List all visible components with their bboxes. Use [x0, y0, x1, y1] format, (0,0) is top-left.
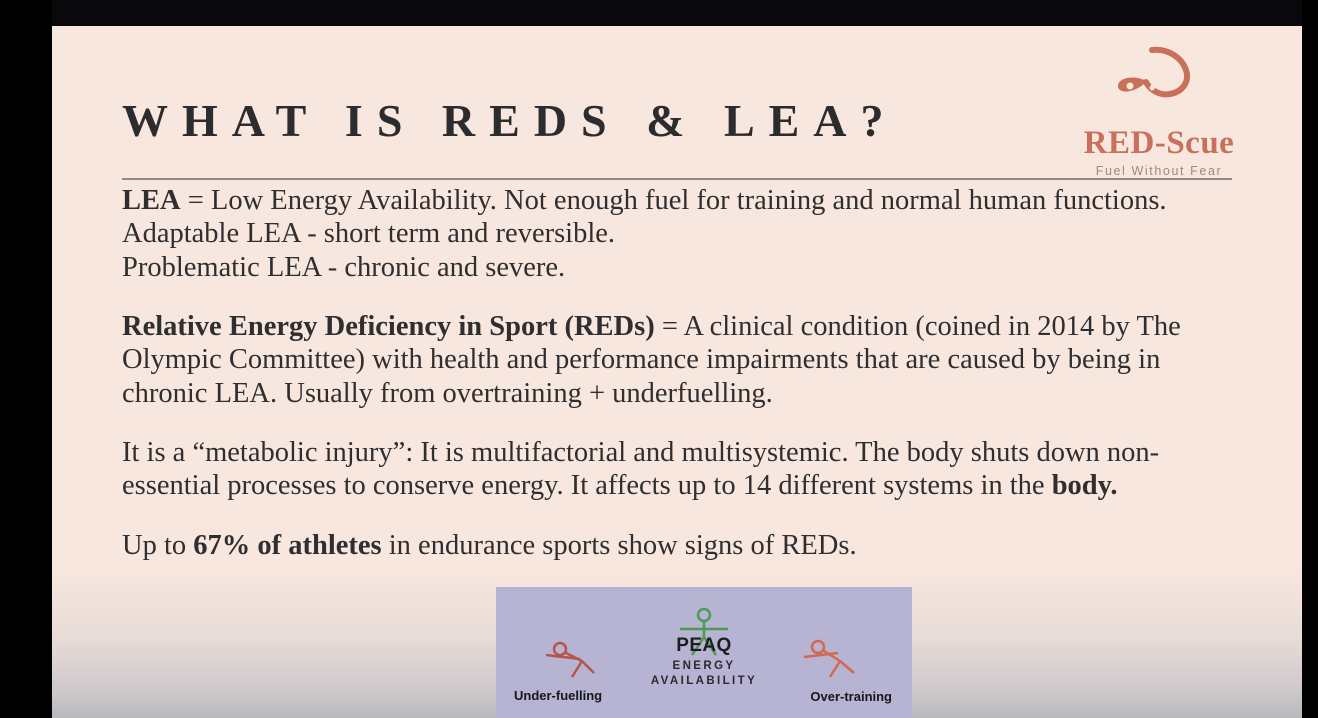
text-line: It is a “metabolic injury”: It is multifactorial and multisystemic. The body shuts down non- — [122, 437, 1160, 469]
text-line: Olympic Committee) with health and performance impairments that are caused by being in — [122, 344, 1161, 376]
slide-body — [122, 184, 1242, 562]
text-line — [122, 529, 1242, 562]
letterbox-top — [0, 0, 1318, 26]
text-line — [122, 469, 1242, 502]
reds-term: Relative Energy Deficiency in Sport (REDs) — [122, 311, 655, 343]
page-title: WHAT IS REDS & LEA? — [122, 95, 898, 146]
peaq-title: PEAQ — [676, 635, 732, 656]
paragraph-statistic — [122, 529, 1242, 562]
text-line: Problematic LEA - chronic and severe. — [122, 251, 566, 283]
presentation-slide — [52, 26, 1302, 718]
peaq-left-label: Under-fuelling — [514, 688, 603, 703]
lea-term: LEA — [122, 185, 181, 216]
paragraph-lea — [122, 184, 1242, 284]
stat-suffix: in endurance sports show signs of REDs. — [381, 529, 857, 561]
stat-prefix: Up to — [122, 529, 194, 561]
peaq-text-block — [496, 599, 912, 687]
peaq-right-label: Over-training — [810, 689, 892, 704]
text-run: essential processes to conserve energy. It affects up to 14 different systems in the — [122, 470, 1052, 502]
body-emphasis: body. — [1051, 470, 1118, 502]
text-line: chronic LEA. Usually from overtraining + underfuelling. — [122, 377, 773, 409]
red-scue-mark-icon — [1054, 42, 1264, 124]
peaq-figure — [496, 587, 912, 718]
logo-wordmark: RED-Scue — [1083, 125, 1235, 161]
reds-definition: = A clinical condition (coined in 2014 by The — [654, 311, 1181, 343]
stat-value: 67% of athletes — [193, 529, 382, 561]
letterbox-right — [1302, 0, 1318, 718]
peaq-subtitle-line-1: ENERGY — [672, 660, 736, 672]
lea-definition: = Low Energy Availability. Not enough fuel for training and normal human functions. — [180, 185, 1167, 216]
paragraph-reds — [122, 310, 1242, 410]
brand-logo — [1054, 42, 1264, 192]
letterbox-left — [0, 0, 52, 718]
peaq-subtitle-line-2: AVAILABILITY — [650, 675, 758, 687]
text-line — [122, 184, 1242, 217]
text-line: Adaptable LEA - short term and reversible. — [122, 218, 616, 250]
text-line — [122, 310, 1242, 343]
logo-tagline: Fuel Without Fear — [1095, 163, 1223, 178]
paragraph-metabolic-injury — [122, 436, 1242, 503]
